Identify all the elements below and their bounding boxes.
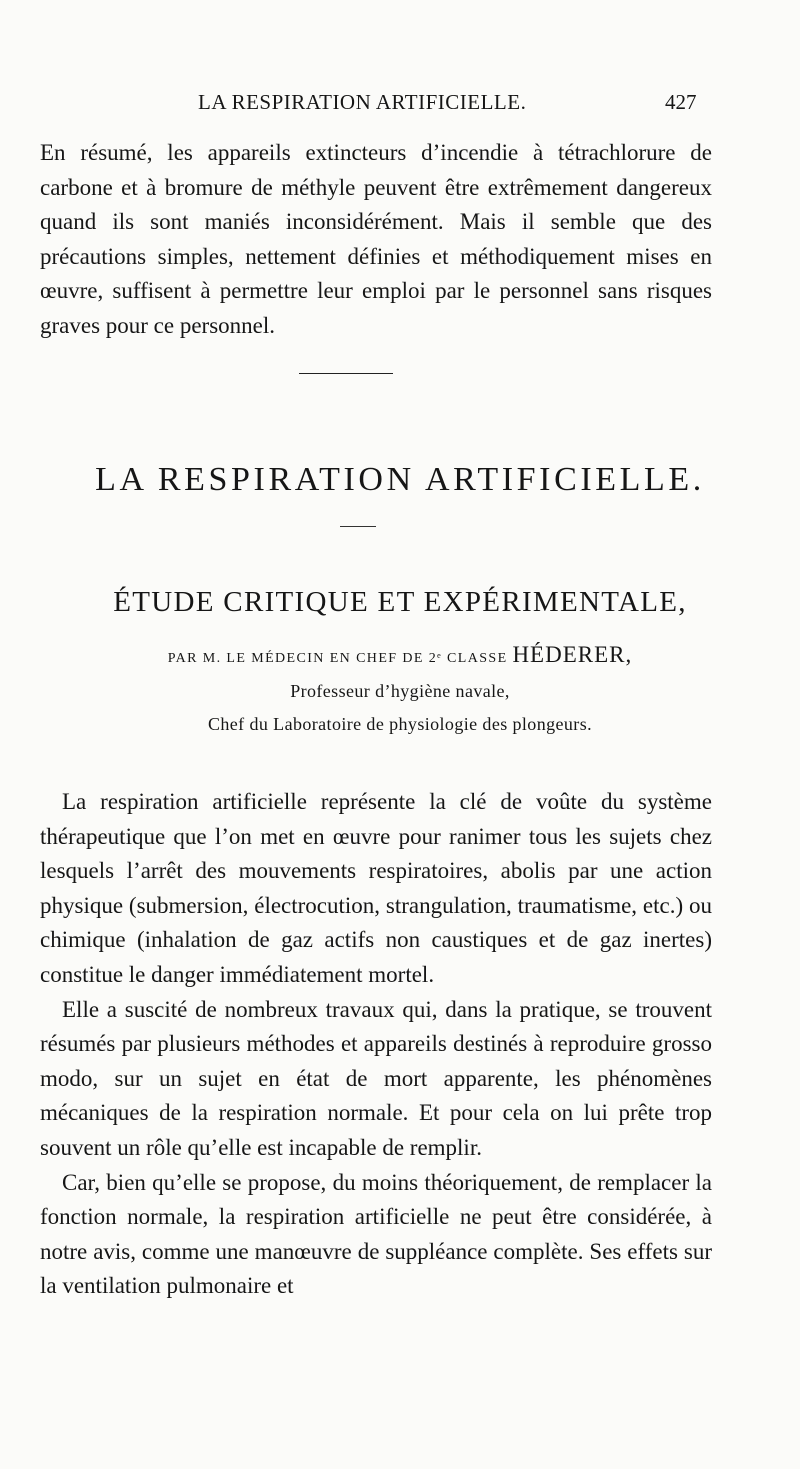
author-name: HÉDERER, <box>512 642 633 667</box>
author-role-laboratory: Chef du Laboratoire de physiologie des plongeurs. <box>207 714 592 734</box>
author-role-professor: Professeur d’hygiène navale, <box>290 681 510 701</box>
section-separator <box>299 373 393 374</box>
body-paragraph: Elle a suscité de nombreux travaux qui, dans la pratique, se trouvent résumés par plusieurs méthodes et appareils destinés à reproduire grosso modo, sur un sujet en état de mort apparente, les phénomènes mécaniques de la respiration normale. Et pour cela on lui prête trop souvent un rôle qu’elle est incapable de remplir. <box>40 996 712 1160</box>
intro-paragraph-block <box>40 136 712 344</box>
article-subtitle: ÉTUDE CRITIQUE ET EXPÉRIMENTALE, <box>113 586 687 618</box>
body-paragraph: La respiration artificielle représente la clé de voûte du système thérapeutique que l’on met en œuvre pour ranimer tous les sujets chez lesquels l’arrêt des mouvements respiratoires, abolis par une action physique (submersion, électrocution, strangulation, traumatisme, etc.) ou chimique (inhalation de gaz actifs non caustiques et de gaz inertes) constitue le danger immédiatement mortel. <box>40 789 712 987</box>
title-separator <box>340 526 376 527</box>
body-paragraph: Car, bien qu’elle se propose, du moins théoriquement, de remplacer la fonction normale, la respiration artificielle ne peut être considérée, à notre avis, comme une manœuvre de suppléance complète. Ses effets sur la ventilation pulmonaire et <box>40 1169 712 1299</box>
intro-paragraph: En résumé, les appareils extincteurs d’incendie à tétrachlorure de carbone et à bromure de méthyle peuvent être extrêmement dangereux quand ils sont maniés inconsidérément. Mais il semble que des précautions simples, nettement définies et méthodiquement mises en œuvre, suffisent à permettre leur emploi par le personnel sans risques graves pour ce personnel. <box>40 140 712 338</box>
body-text <box>40 785 712 1304</box>
page-number: 427 <box>665 90 697 114</box>
author-prefix: PAR M. LE MÉDECIN EN CHEF DE 2ᵉ CLASSE <box>167 651 508 666</box>
running-head <box>0 90 800 120</box>
running-title: LA RESPIRATION ARTIFICIELLE. <box>198 90 527 114</box>
article-title: LA RESPIRATION ARTIFICIELLE. <box>95 461 705 498</box>
author-line <box>0 642 800 668</box>
